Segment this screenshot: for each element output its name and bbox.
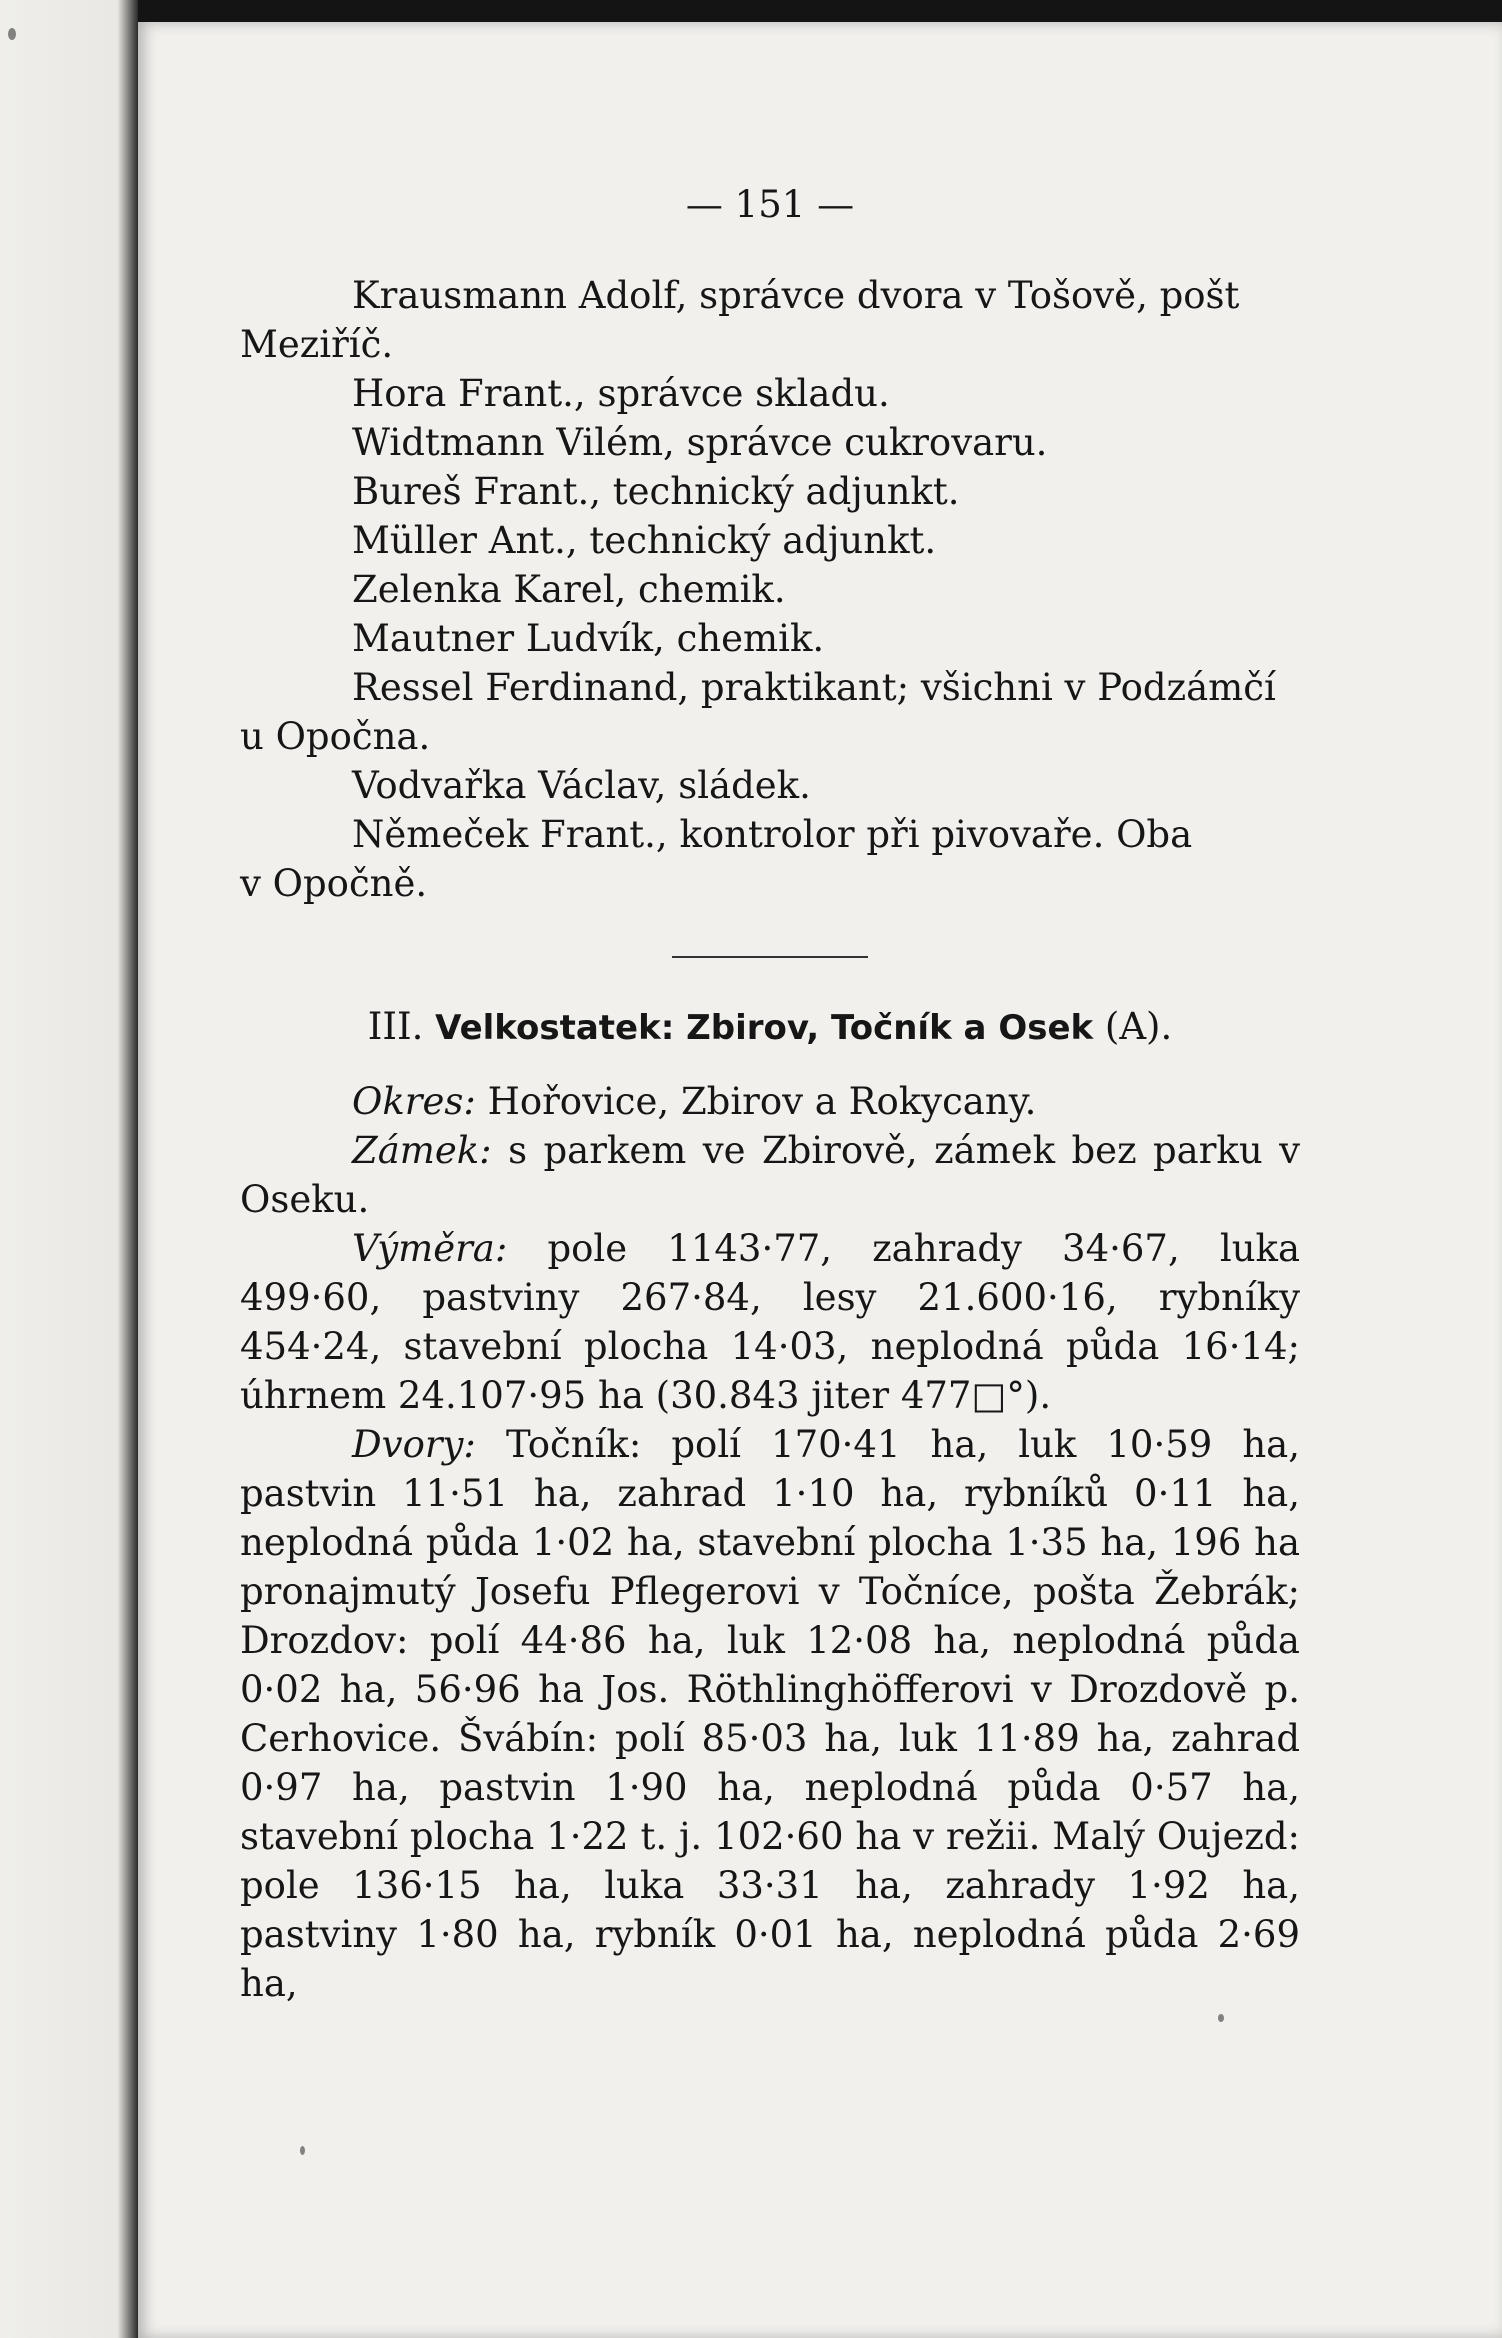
section-heading — [240, 1002, 1300, 1053]
section-title: Velkostatek: Zbirov, Točník a Osek — [435, 1008, 1094, 1048]
section-divider — [672, 956, 868, 958]
staff-entry-4: Müller Ant., technický adjunkt. — [352, 519, 937, 562]
staff-list — [240, 271, 1300, 908]
staff-entry-1: Hora Frant., správce skladu. — [352, 372, 890, 415]
facing-page-edge — [0, 0, 138, 2338]
staff-entry-9: Němeček Frant., kontrolor při pivovaře. Oba v Opočně. — [240, 813, 1193, 905]
staff-entry-2: Widtmann Vilém, správce cukrovaru. — [352, 421, 1048, 464]
zamek-text: s parkem ve Zbirově, zámek bez parku v Oseku. — [240, 1129, 1300, 1221]
vymera-label: Výměra: — [352, 1227, 508, 1270]
dvory-paragraph — [240, 1420, 1300, 2008]
zamek-paragraph — [240, 1126, 1300, 1224]
ink-speck — [300, 2146, 305, 2155]
staff-entry-8: Vodvařka Václav, sládek. — [352, 764, 811, 807]
section-numeral: III. — [367, 1005, 424, 1048]
staff-entry-7: Ressel Ferdinand, praktikant; všichni v Podzámčí u Opočna. — [240, 666, 1276, 758]
ink-speck — [1218, 2014, 1224, 2022]
staff-entry-6: Mautner Ludvík, chemik. — [352, 617, 825, 660]
dvory-label: Dvory: — [352, 1423, 476, 1466]
dvory-text: Točník: polí 170·41 ha, luk 10·59 ha, pastvin 11·51 ha, zahrad 1·10 ha, rybníků 0·11 ha, neplodná půda 1·02 ha, stavební plocha 1·35 ha, 196 ha pronajmutý Josefu Pflegerovi v Točníce, pošta Žebrák; Drozdov: polí 44·86 ha, luk 12·08 ha, neplodná půda 0·02 ha, 56·96 ha Jos. Röthlinghöfferovi v Drozdově p. Cerhovice. Švábín: polí 85·03 ha, luk 11·89 ha, zahrad 0·97 ha, pastvin 1·90 ha, neplodná půda 0·57 ha, stavební plocha 1·22 t. j. 102·60 ha v režii. Malý Oujezd: pole 136·15 ha, luka 33·31 ha, zahrady 1·92 ha, pastviny 1·80 ha, rybník 0·01 ha, neplodná půda 2·69 ha, — [240, 1423, 1301, 2005]
section-suffix: (A). — [1104, 1005, 1173, 1048]
page-number: — 151 — — [685, 183, 855, 226]
page-content — [240, 180, 1300, 2008]
vymera-text: pole 1143·77, zahrady 34·67, luka 499·60, pastviny 267·84, lesy 21.600·16, rybníky 454·24, stavební plocha 14·03, neplodná půda 16·14; úhrnem 24.107·95 ha (30.843 jiter 477□°). — [240, 1227, 1301, 1417]
zamek-label: Zámek: — [352, 1129, 492, 1172]
staff-entry-3: Bureš Frant., technický adjunkt. — [352, 470, 960, 513]
okres-label: Okres: — [352, 1080, 476, 1123]
staff-entry-5: Zelenka Karel, chemik. — [352, 568, 786, 611]
ink-speck — [8, 28, 16, 40]
okres-text: Hořovice, Zbirov a Rokycany. — [487, 1080, 1037, 1123]
staff-entry-0: Krausmann Adolf, správce dvora v Tošově, pošt Meziříč. — [240, 274, 1240, 366]
okres-paragraph — [240, 1077, 1300, 1126]
vymera-paragraph — [240, 1224, 1300, 1420]
